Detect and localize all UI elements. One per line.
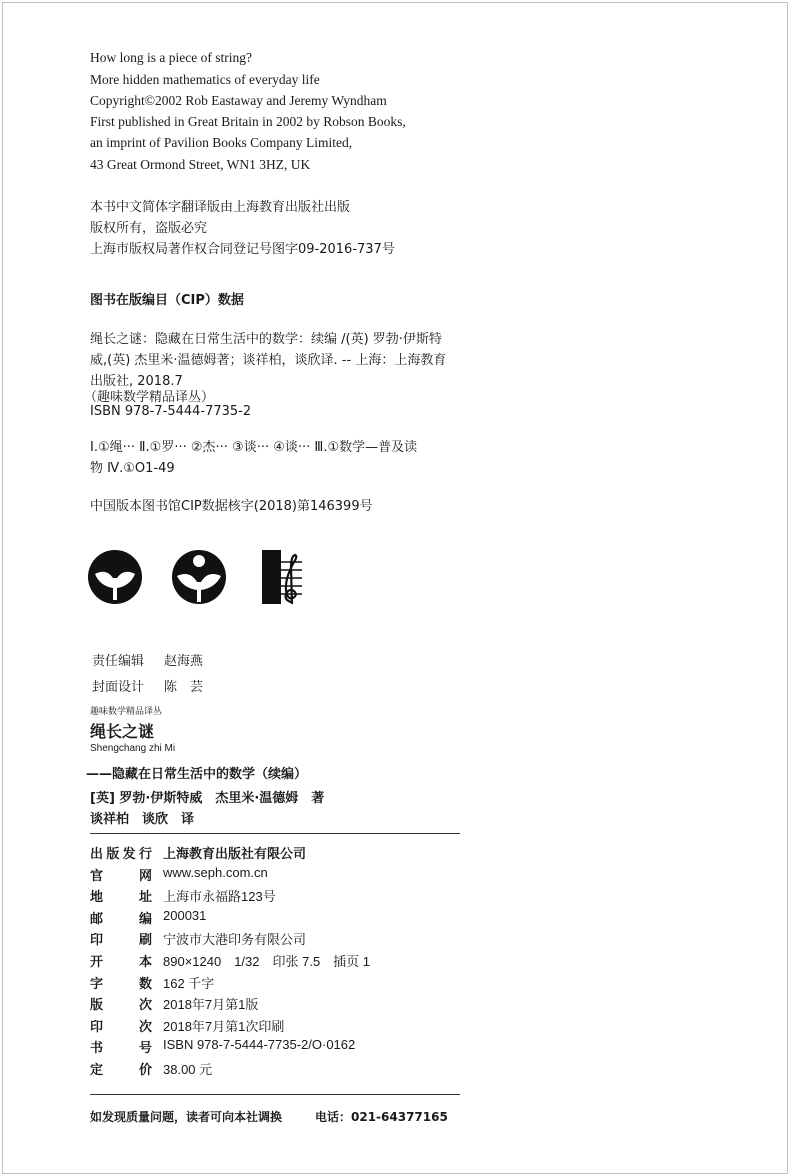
imprint-label-char: 编: [138, 911, 152, 927]
imprint-label: [90, 951, 152, 970]
imprint-label-char: 字: [90, 976, 104, 992]
cip-classification: Ⅰ.①绳··· Ⅱ.①罗··· ②杰··· ③谈··· ④谈··· Ⅲ.①数学—普及读: [90, 440, 418, 455]
imprint-value: 200031: [163, 907, 207, 923]
imprint-label-char: 次: [138, 1019, 152, 1035]
imprint-label-char: 号: [138, 1041, 152, 1057]
imprint-label-char: 行: [138, 847, 152, 862]
imprint-label: [90, 1016, 152, 1035]
imprint-value: www.seph.com.cn: [163, 864, 268, 880]
imprint-label-char: 版: [90, 998, 104, 1014]
imprint-label-char: 刷: [138, 933, 152, 949]
imprint-value: 2018年7月第1版: [163, 997, 259, 1013]
imprint-label-char: 官: [90, 868, 104, 884]
cip-heading: 图书在版编目（CIP）数据: [90, 293, 244, 308]
imprint-label-char: 邮: [90, 911, 104, 927]
series-name: 趣味数学精品译丛: [90, 707, 163, 717]
imprint-label: [90, 886, 152, 905]
imprint-label-char: 次: [138, 998, 152, 1014]
first-published-line: First published in Great Britain in 2002 by Robson Books,: [90, 114, 406, 129]
phone-number: 电话：021-64377165: [315, 1110, 448, 1124]
book-translators: 谈祥柏 谈欣 译: [90, 812, 195, 827]
imprint-label-char: 网: [138, 868, 152, 884]
copyright-line: Copyright©2002 Rob Eastaway and Jeremy Wyndham: [90, 93, 387, 108]
imprint-value: ISBN 978-7-5444-7735-2/O·0162: [163, 1037, 356, 1053]
original-subtitle: More hidden mathematics of everyday life: [90, 72, 320, 87]
original-title: How long is a piece of string?: [90, 50, 252, 65]
divider-bottom: [90, 1094, 460, 1095]
designer-name: 陈 芸: [164, 680, 204, 695]
translation-rights: 本书中文简体字翻译版由上海教育出版社出版: [90, 200, 351, 215]
book-title: 绳长之谜: [90, 722, 155, 741]
cip-classification: 物 Ⅳ.①O1-49: [90, 461, 175, 476]
imprint-label-char: 印: [90, 933, 104, 949]
imprint-value: 宁波市大港印务有限公司: [163, 932, 307, 948]
imprint-value: 162 千字: [163, 975, 215, 991]
contract-registration: 上海市版权局著作权合同登记号图字09-2016-737号: [90, 242, 395, 257]
cip-line: 威,(英) 杰里米·温德姆著；谈祥柏，谈欣译. -- 上海：上海教育: [90, 353, 447, 368]
all-rights-reserved: 版权所有，盗版必究: [90, 221, 208, 236]
imprint-value: 38.00 元: [163, 1062, 213, 1077]
imprint-label: [90, 908, 152, 927]
imprint-value: 890×1240 1/32 印张 7.5 插页 1: [163, 954, 371, 969]
divider-top: [90, 833, 460, 834]
designer-label: 封面设计: [92, 680, 145, 695]
imprint-label-char: 地: [90, 890, 104, 906]
imprint-label-char: 开: [90, 955, 104, 970]
imprint-label-char: 本: [138, 955, 152, 970]
imprint-label-char: 数: [138, 976, 152, 992]
imprint-label: [90, 1037, 152, 1056]
imprint-label-char: 版: [106, 847, 120, 862]
cip-series: （趣味数学精品译丛）: [84, 390, 215, 405]
imprint-label: [90, 994, 152, 1013]
publisher-logo-1: [86, 548, 144, 606]
publisher-address: 43 Great Ormond Street, WN1 3HZ, UK: [90, 157, 311, 172]
quality-note: 如发现质量问题，读者可向本社调换: [90, 1110, 283, 1124]
book-authors: [英] 罗勃·伊斯特威 杰里米·温德姆 著: [90, 791, 325, 806]
imprint-value: 上海教育出版社有限公司: [163, 847, 307, 862]
imprint-label: [90, 843, 152, 862]
imprint-label-char: 址: [138, 890, 152, 906]
imprint-value: 上海市永福路123号: [163, 889, 276, 905]
imprint-line: an imprint of Pavilion Books Company Limited,: [90, 135, 353, 150]
imprint-label-char: 价: [138, 1063, 152, 1078]
imprint-label-char: 出: [90, 847, 104, 862]
cip-line: 绳长之谜：隐藏在日常生活中的数学：续编 /(英) 罗勃·伊斯特: [90, 332, 442, 347]
imprint-value: 2018年7月第1次印刷: [163, 1018, 285, 1034]
cip-isbn: ISBN 978-7-5444-7735-2: [90, 404, 252, 419]
imprint-label: [90, 1059, 152, 1078]
music-clef-logo: [258, 548, 306, 606]
editor-name: 赵海燕: [164, 654, 204, 669]
imprint-label: [90, 973, 152, 992]
cip-line: 出版社, 2018.7: [90, 374, 183, 389]
imprint-label: [90, 865, 152, 884]
cip-core-number: 中国版本图书馆CIP数据核字(2018)第146399号: [90, 499, 373, 514]
book-title-pinyin: Shengchang zhi Mi: [90, 743, 176, 754]
publisher-logo-2: [170, 548, 228, 606]
imprint-label-char: 印: [90, 1019, 104, 1035]
imprint-label: [90, 929, 152, 948]
imprint-label-char: 定: [90, 1063, 104, 1078]
editor-label: 责任编辑: [92, 654, 145, 669]
imprint-label-char: 书: [90, 1041, 104, 1057]
imprint-label-char: 发: [122, 847, 136, 862]
book-subtitle: ——隐藏在日常生活中的数学（续编）: [86, 767, 308, 782]
